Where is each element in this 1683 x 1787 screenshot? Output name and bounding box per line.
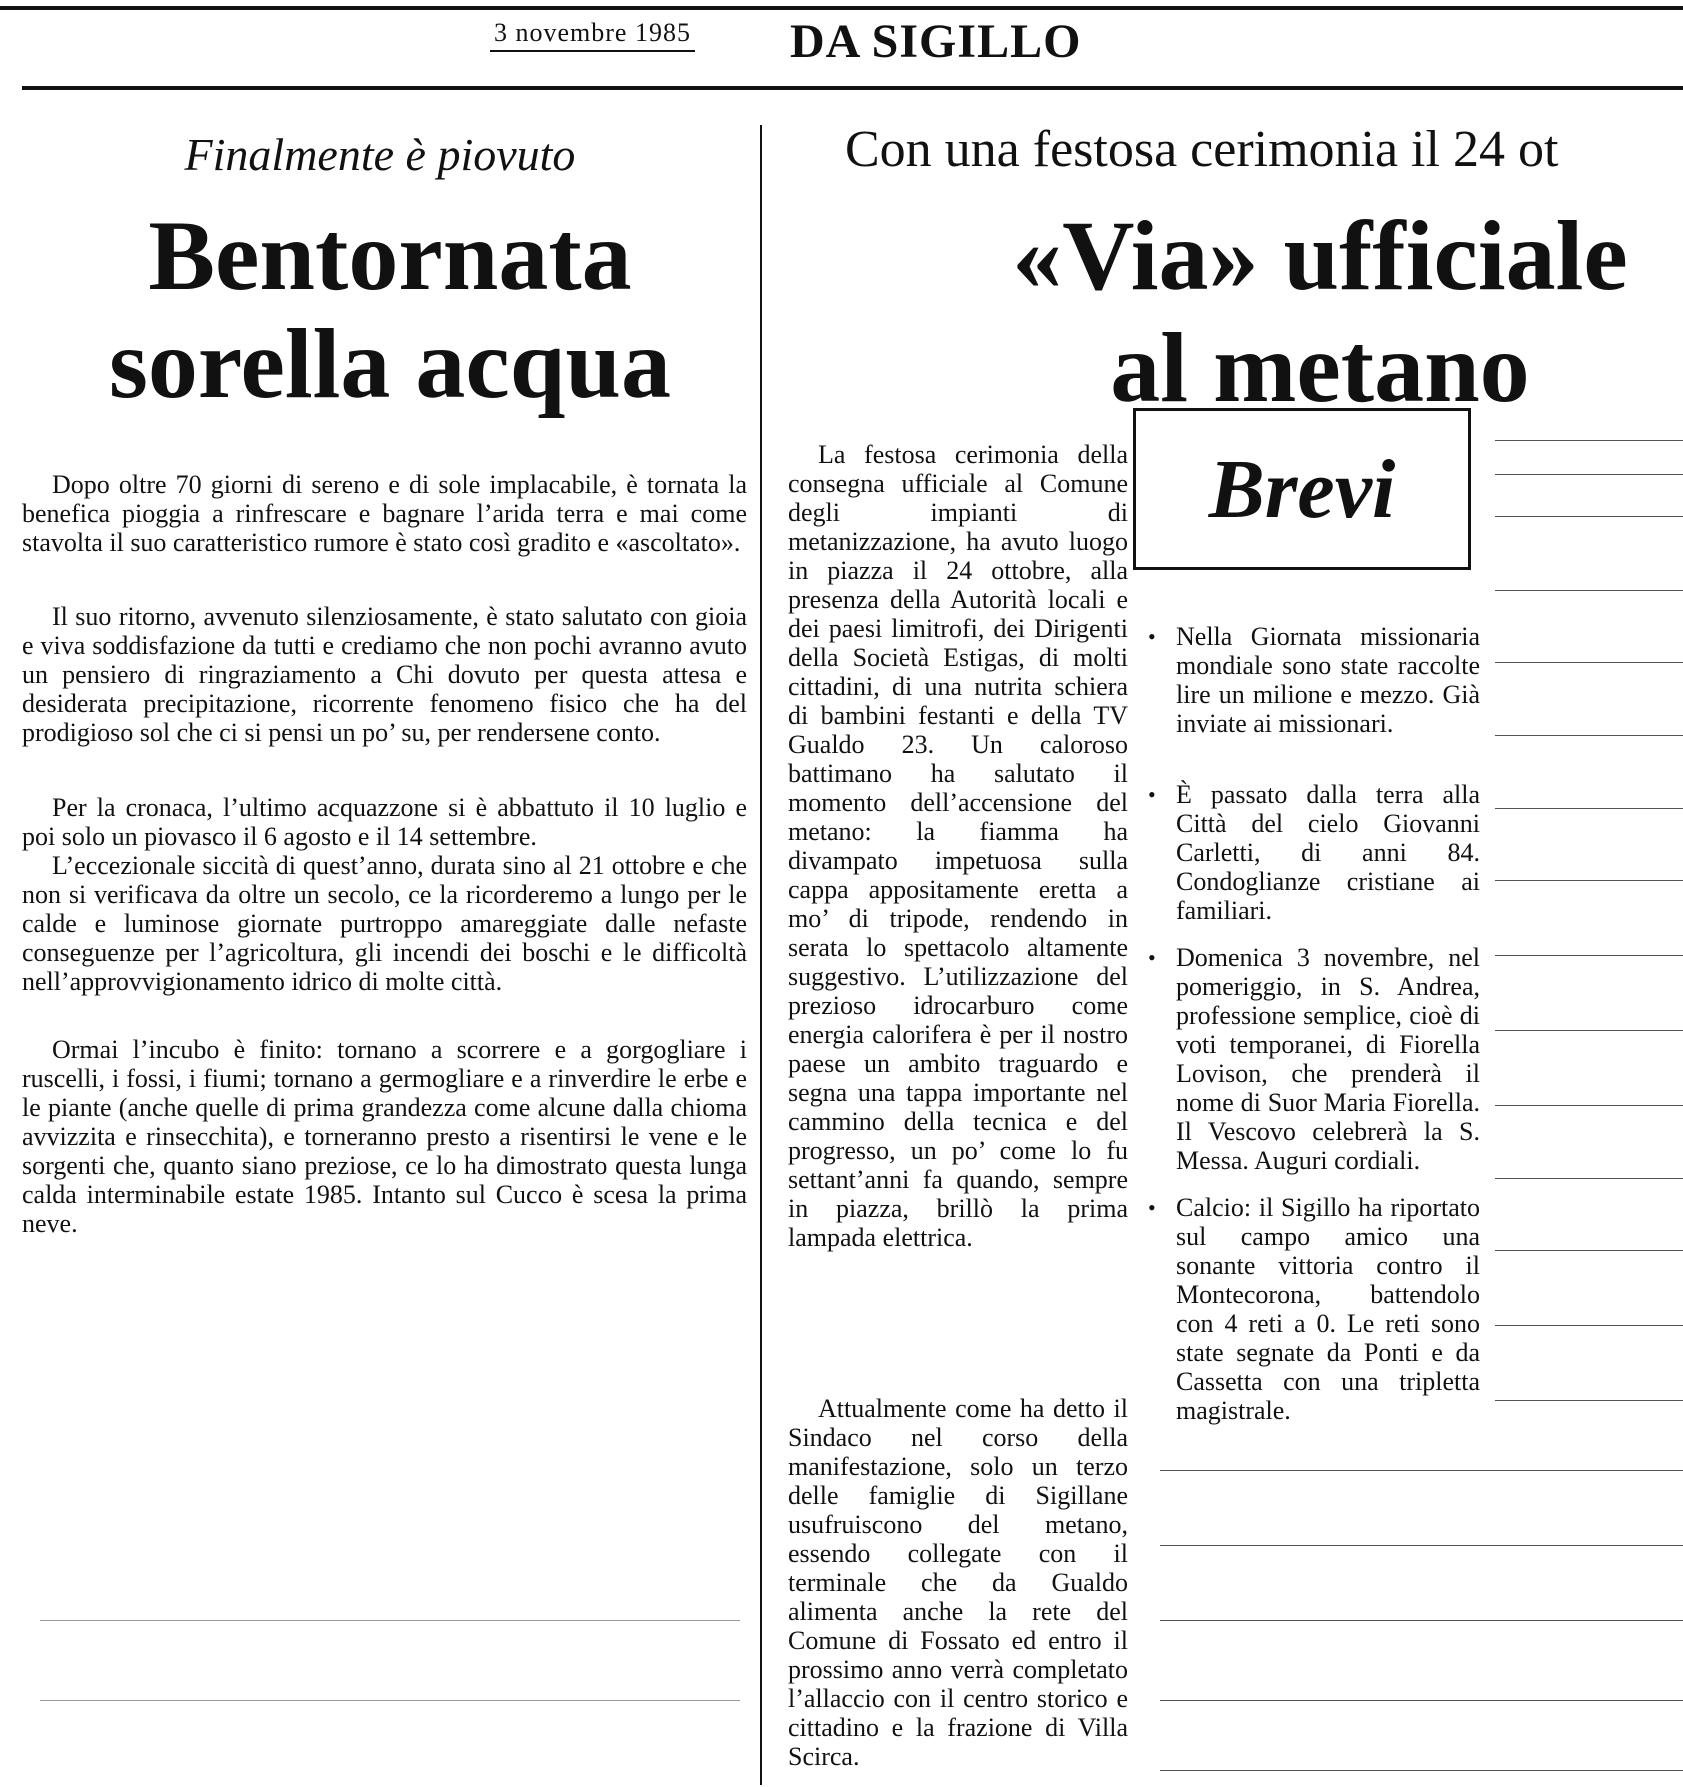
rule-line — [1495, 662, 1683, 663]
brevi-item-text: Domenica 3 novembre, nel pomeriggio, in S. Andrea, professione semplice, cioè di voti temporanei, di Fiorella Lovison, che prenderà il nome di Suor Maria Fiorella. Il Vescovo celebrerà la S. Messa. Auguri cordiali. — [1176, 943, 1480, 1175]
brevi-list — [1148, 622, 1480, 1439]
brevi-item-text: Calcio: il Sigillo ha riportato sul campo amico una sonante vittoria contro il Montecorona, battendolo con 4 reti a 0. Le reti sono state segnate da Ponti e da Cassetta con una tripletta magistrale. — [1176, 1193, 1480, 1425]
header-rule — [22, 86, 1683, 90]
column-divider — [760, 125, 762, 1785]
brevi-box — [1133, 408, 1471, 570]
bullet-icon: • — [1148, 945, 1156, 970]
rule-line — [1495, 1105, 1683, 1106]
issue-date: 3 novembre 1985 — [490, 18, 695, 52]
rule-line — [40, 1700, 740, 1701]
metano-paragraph-1: La festosa cerimonia della consegna ufficiale al Comune degli impianti di metanizzazione, ha avuto luogo in piazza il 24 ottobre, alla presenza della Autorità locali e dei paesi limitrofi, dei Dirigenti della Società Estigas, di molti cittadini, di una nutrita schiera di bambini festanti e della TV Gualdo 23. Un caloroso battimano ha salutato il momento dell’accensione del metano: la fiamma ha divampato impetuosa sulla cappa appositamente eretta a mo’ di tripode, rendendo in serata lo spettacolo altamente suggestivo. L’utilizzazione del prezioso idrocarburo come energia calorifera è per il nostro paese un ambito traguardo e segna una tappa importante nel cammino della tecnica e del progresso, un po’ come lo fu settant’anni fa quando, sempre in piazza, brillò la prima lampada elettrica. — [788, 440, 1128, 1252]
metano-article-body — [788, 440, 1128, 1252]
bullet-icon: • — [1148, 782, 1156, 807]
brevi-item-text: Nella Giornata missionaria mondiale sono state raccolte lire un milione e mezzo. Già inviate ai missionari. — [1176, 622, 1480, 738]
brevi-item — [1148, 1193, 1480, 1425]
right-headline-line1: «Via» ufficiale — [1012, 200, 1628, 311]
rule-line — [1495, 1030, 1683, 1031]
bullet-icon: • — [1148, 1195, 1156, 1220]
rule-line — [1160, 1620, 1683, 1621]
right-headline — [960, 200, 1680, 424]
rule-line — [1495, 1178, 1683, 1179]
rule-line — [1495, 735, 1683, 736]
rule-line — [1495, 808, 1683, 809]
left-paragraph-3: Per la cronaca, l’ultimo acquazzone si è abbattuto il 10 luglio e poi solo un piovasco il 6 agosto e il 14 settembre. — [22, 793, 747, 851]
rule-line — [1160, 1545, 1683, 1546]
left-kicker: Finalmente è piovuto — [184, 129, 576, 180]
section-title: DA SIGILLO — [790, 15, 1082, 68]
rule-line — [1160, 1770, 1683, 1771]
left-paragraph-4: L’eccezionale siccità di quest’anno, durata sino al 21 ottobre e che non si verificava da oltre un secolo, ce la ricorderemo a lungo per le calde e luminose giornate purtroppo amareggiate dalle nefaste conseguenze per l’agricoltura, gli incendi dei boschi e le difficoltà nell’approvvigionamento idrico di molte città. — [22, 851, 747, 996]
rule-line — [1160, 1700, 1683, 1701]
right-headline-line2: al metano — [1110, 312, 1530, 423]
metano-article-body-2 — [788, 1394, 1128, 1771]
left-headline — [40, 202, 740, 418]
brevi-title: Brevi — [1208, 442, 1396, 536]
brevi-item — [1148, 780, 1480, 925]
rule-line — [1495, 1400, 1683, 1401]
brevi-item — [1148, 622, 1480, 738]
rule-line — [1495, 590, 1683, 591]
left-paragraph-1: Dopo oltre 70 giorni di sereno e di sole implacabile, è tornata la benefica pioggia a rinfrescare e bagnare l’arida terra e mai come stavolta il suo caratteristico rumore è stato così gradito e «ascoltato». — [22, 470, 747, 557]
left-paragraph-5: Ormai l’incubo è finito: tornano a scorrere e a gorgogliare i ruscelli, i fossi, i fiumi; tornano a germogliare e a rinverdire le erbe e le piante (anche quelle di prima grandezza come alcune dalla chioma avvizzita e rinsecchita), e torneranno presto a risentirsi le vene e le sorgenti che, quanto siano preziose, ce lo ha dimostrato questa lunga calda interminabile estate 1985. Intanto sul Cucco è scesa la prima neve. — [22, 1035, 747, 1238]
left-paragraph-2: Il suo ritorno, avvenuto silenziosamente, è stato salutato con gioia e viva soddisfazione da tutti e crediamo che non pochi avranno avuto un pensiero di ringraziamento a Chi dovuto per questa attesa e desiderata precipitazione, ricorrente fenomeno fisico che ha del prodigioso sol che ci si pensi un po’ su, per rendersene conto. — [22, 602, 747, 747]
brevi-item — [1148, 943, 1480, 1175]
rule-line — [1495, 474, 1683, 475]
rule-line — [1495, 516, 1683, 517]
rule-line — [40, 1620, 740, 1621]
rule-line — [1160, 1470, 1683, 1471]
rule-line — [1495, 955, 1683, 956]
rule-line — [1495, 1325, 1683, 1326]
right-kicker: Con una festosa cerimonia il 24 ot — [845, 121, 1559, 178]
left-headline-line2: sorella acqua — [108, 308, 672, 419]
rule-line — [1495, 880, 1683, 881]
bullet-icon: • — [1148, 624, 1156, 649]
metano-paragraph-2: Attualmente come ha detto il Sindaco nel corso della manifestazione, solo un terzo delle famiglie di Sigillane usufruiscono del metano, essendo collegate con il terminale che da Gualdo alimenta anche la rete del Comune di Fossato ed entro il prossimo anno verrà completato l’allaccio con il centro storico e cittadino e la frazione di Villa Scirca. — [788, 1394, 1128, 1771]
brevi-item-text: È passato dalla terra alla Città del cielo Giovanni Carletti, di anni 84. Condoglianze cristiane ai familiari. — [1176, 780, 1480, 925]
rule-line — [1495, 440, 1683, 441]
rule-line — [1495, 1250, 1683, 1251]
top-rule — [0, 6, 1683, 10]
left-headline-line1: Bentornata — [148, 200, 632, 311]
